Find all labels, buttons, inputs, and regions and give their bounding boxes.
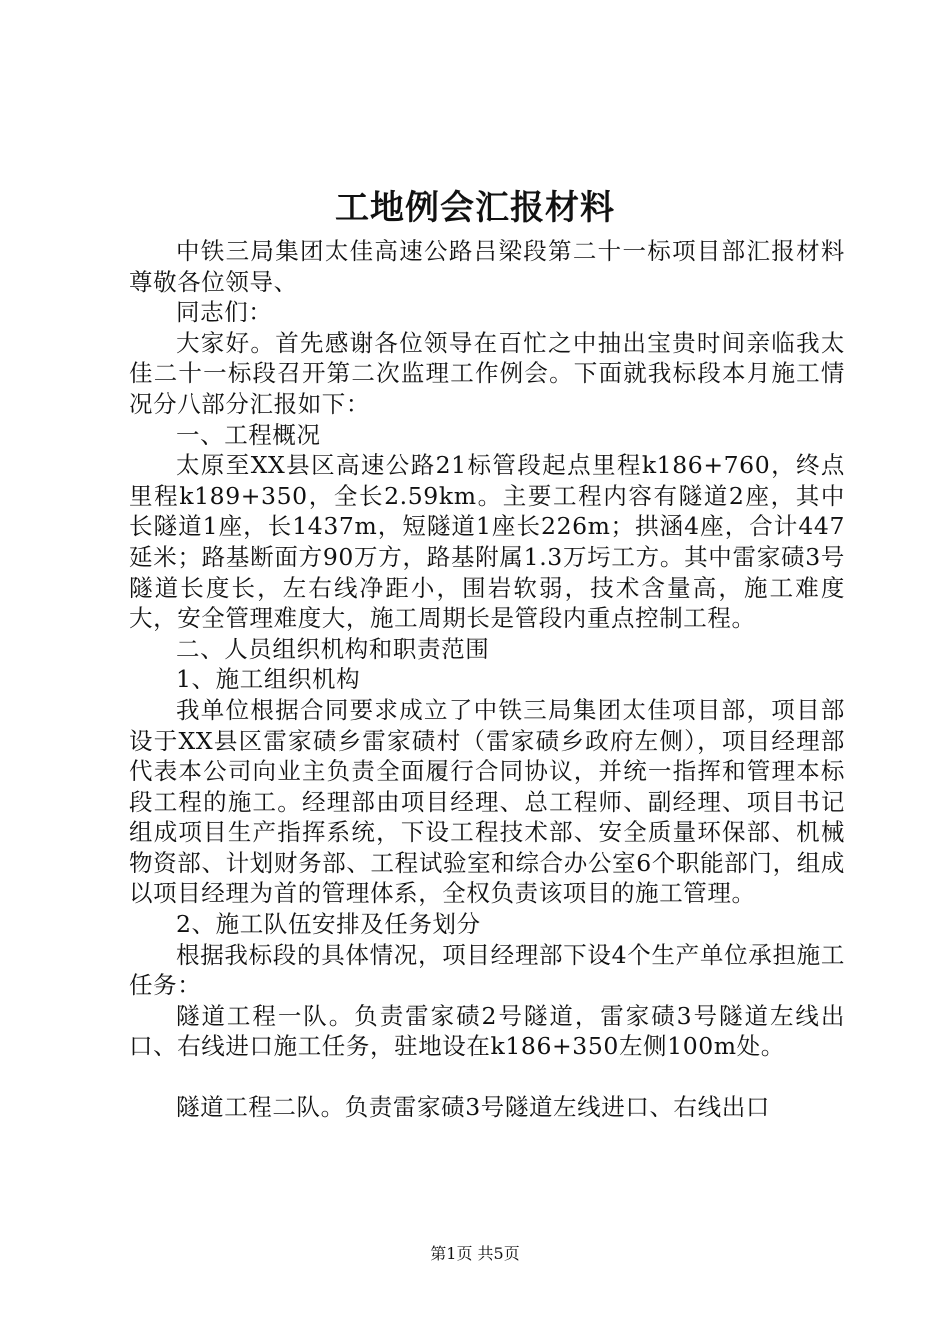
paragraph-team-arrangement: 根据我标段的具体情况，项目经理部下设4个生产单位承担施工任务： xyxy=(129,940,845,1000)
document-title: 工地例会汇报材料 xyxy=(335,188,615,228)
section-heading-overview: 一、工程概况 xyxy=(176,420,321,449)
subheading-team-arrangement: 2、施工队伍安排及任务划分 xyxy=(176,910,481,939)
paragraph-salutation: 同志们： xyxy=(176,298,273,327)
section-heading-organization: 二、人员组织机构和职责范围 xyxy=(176,634,490,663)
page-footer: 第1页 共5页 xyxy=(430,1244,520,1263)
paragraph-intro: 中铁三局集团太佳高速公路吕梁段第二十一标项目部汇报材料尊敬各位领导、 xyxy=(129,237,845,296)
subheading-construction-org: 1、施工组织机构 xyxy=(176,665,361,694)
paragraph-overview: 太原至XX县区高速公路21标管段起点里程k186+760，终点里程k189+350，全长2.59km。主要工程内容有隧道2座，其中长隧道1座，长1437m，短隧道1座长226m；拱涵4座，合计447延米；路基断面方90万方，路基附属1.3万圬工方。其中雷家碛3号隧道长度长，左右线净距小，围岩软弱，技术含量高，施工难度大，安全管理难度大，施工周期长是管段内重点控制工程。 xyxy=(129,451,845,633)
document-body xyxy=(129,236,845,1123)
paragraph-construction-org: 我单位根据合同要求成立了中铁三局集团太佳项目部，项目部设于XX县区雷家碛乡雷家碛村（雷家碛乡政府左侧），项目经理部代表本公司向业主负责全面履行合同协议，并统一指挥和管理本标段工程的施工。经理部由项目经理、总工程师、副经理、项目书记组成项目生产指挥系统，下设工程技术部、安全质量环保部、机械物资部、计划财务部、工程试验室和综合办公室6个职能部门，组成以项目经理为首的管理体系，全权负责该项目的施工管理。 xyxy=(129,695,845,908)
paragraph-tunnel-team-2: 隧道工程二队。负责雷家碛3号隧道左线进口、右线出口 xyxy=(176,1093,770,1122)
paragraph-tunnel-team-1: 隧道工程一队。负责雷家碛2号隧道，雷家碛3号隧道左线出口、右线进口施工任务，驻地设在k186+350左侧100m处。 xyxy=(129,1001,845,1061)
paragraph-greeting: 大家好。首先感谢各位领导在百忙之中抽出宝贵时间亲临我太佳二十一标段召开第二次监理工作例会。下面就我标段本月施工情况分八部分汇报如下： xyxy=(129,328,845,418)
